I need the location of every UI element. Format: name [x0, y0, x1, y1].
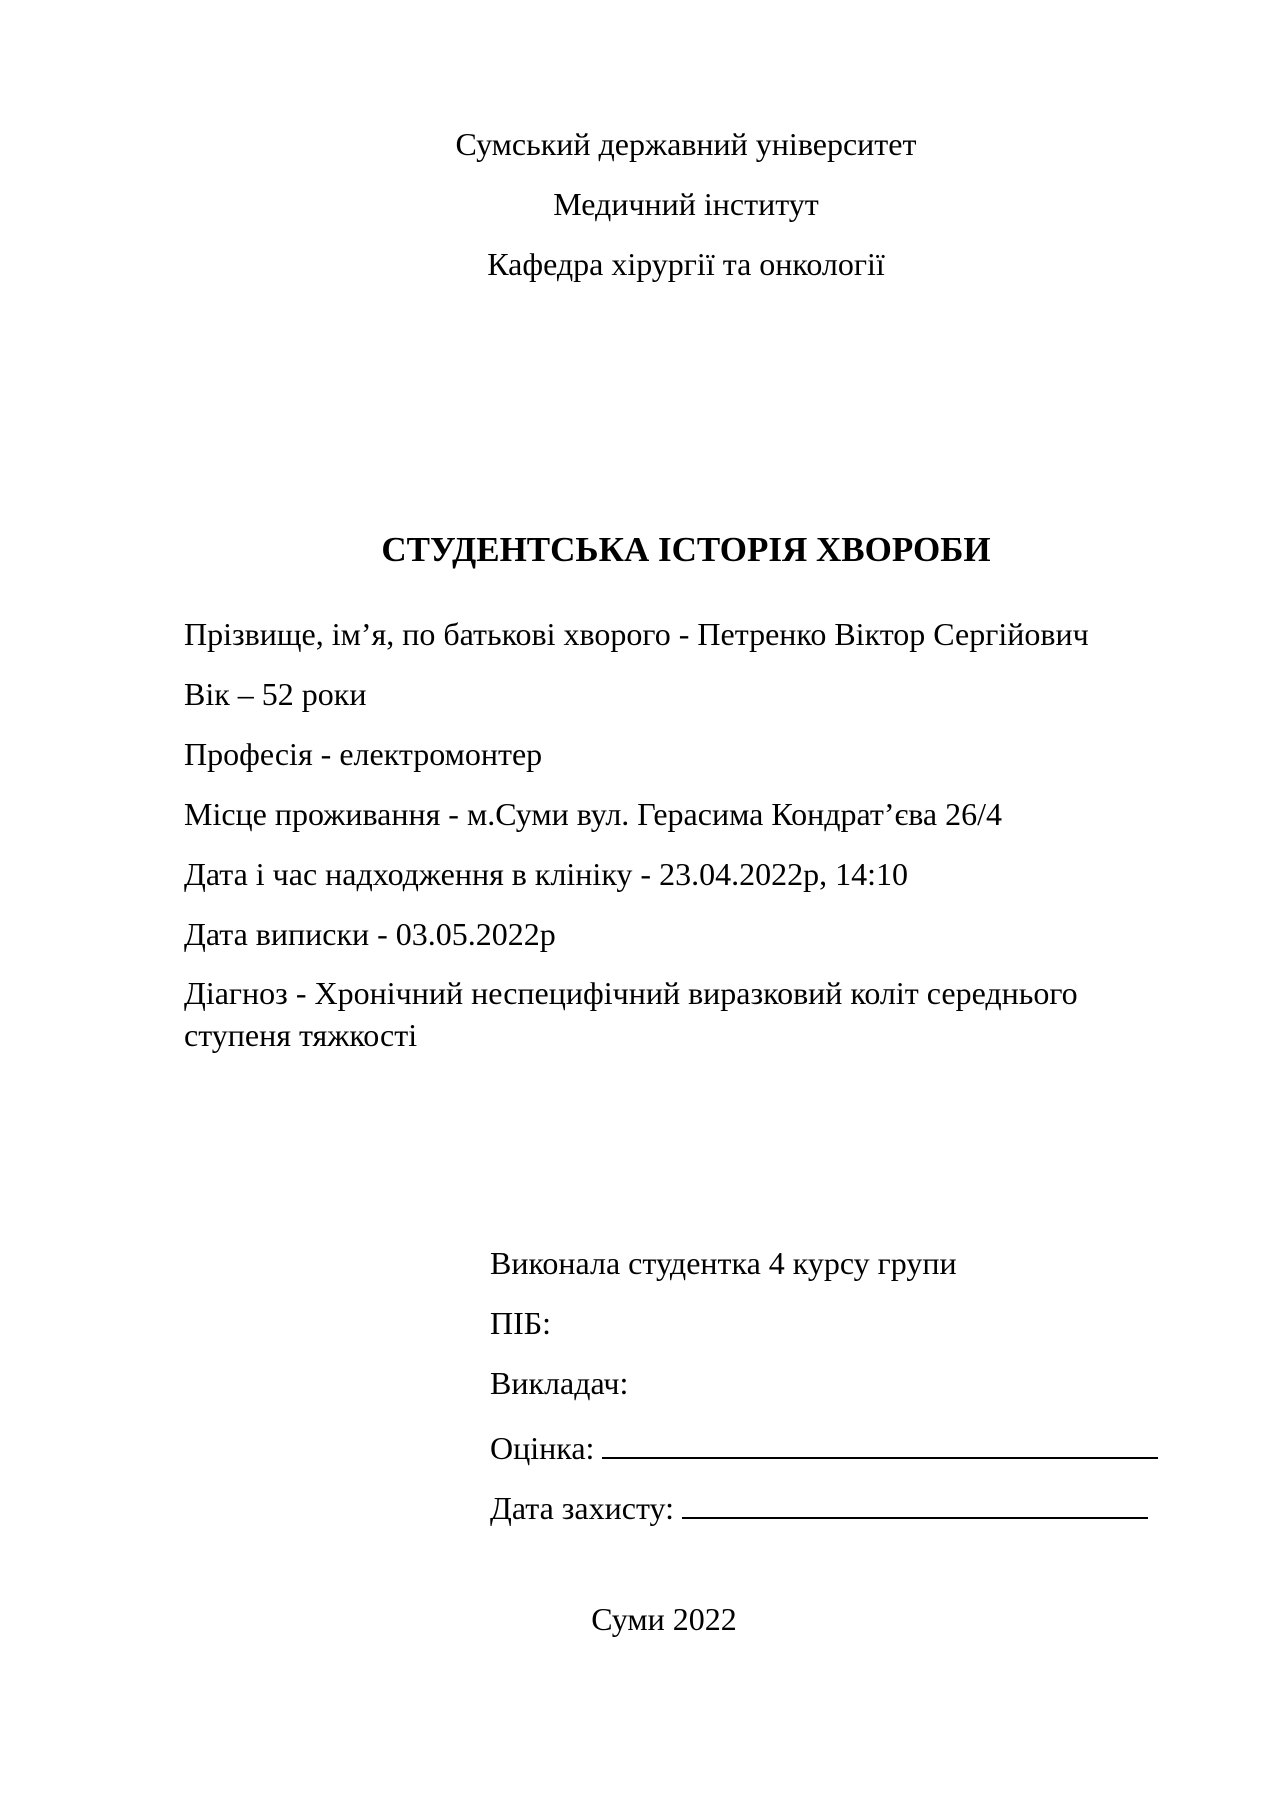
diagnosis-field: Діагноз - Хронічний неспецифічний виразковий коліт середнього ступеня тяжкості: [184, 975, 1078, 1053]
performed-by-line: Виконала студентка 4 курсу групи: [490, 1245, 957, 1281]
document-title: СТУДЕНТСЬКА ІСТОРІЯ ХВОРОБИ: [381, 530, 991, 569]
defense-date-label: Дата захисту:: [490, 1490, 682, 1526]
teacher-line: Викладач:: [490, 1365, 629, 1401]
patient-profession-field: Професія - електромонтер: [184, 736, 543, 772]
discharge-date-field: Дата виписки - 03.05.2022р: [184, 916, 556, 952]
defense-date-blank: [682, 1483, 1148, 1519]
patient-age-field: Вік – 52 роки: [184, 676, 367, 712]
city-year: Суми 2022: [591, 1601, 737, 1637]
institute-name: Медичний інститут: [553, 186, 819, 222]
grade-line: [490, 1423, 1158, 1468]
patient-address-field: Місце проживання - м.Суми вул. Герасима Кондрат’єва 26/4: [184, 796, 1002, 832]
admission-date-field: Дата і час надходження в клініку - 23.04.2022р, 14:10: [184, 856, 908, 892]
full-name-line: ПІБ:: [490, 1305, 552, 1341]
defense-date-line: [490, 1483, 1148, 1528]
grade-label: Оцінка:: [490, 1430, 603, 1466]
grade-blank: [602, 1423, 1158, 1459]
patient-name-field: Прізвище, ім’я, по батькові хворого - Петренко Віктор Сергійович: [184, 616, 1089, 652]
university-name: Сумський державний університет: [455, 126, 917, 162]
department-name: Кафедра хірургії та онкології: [487, 246, 885, 282]
